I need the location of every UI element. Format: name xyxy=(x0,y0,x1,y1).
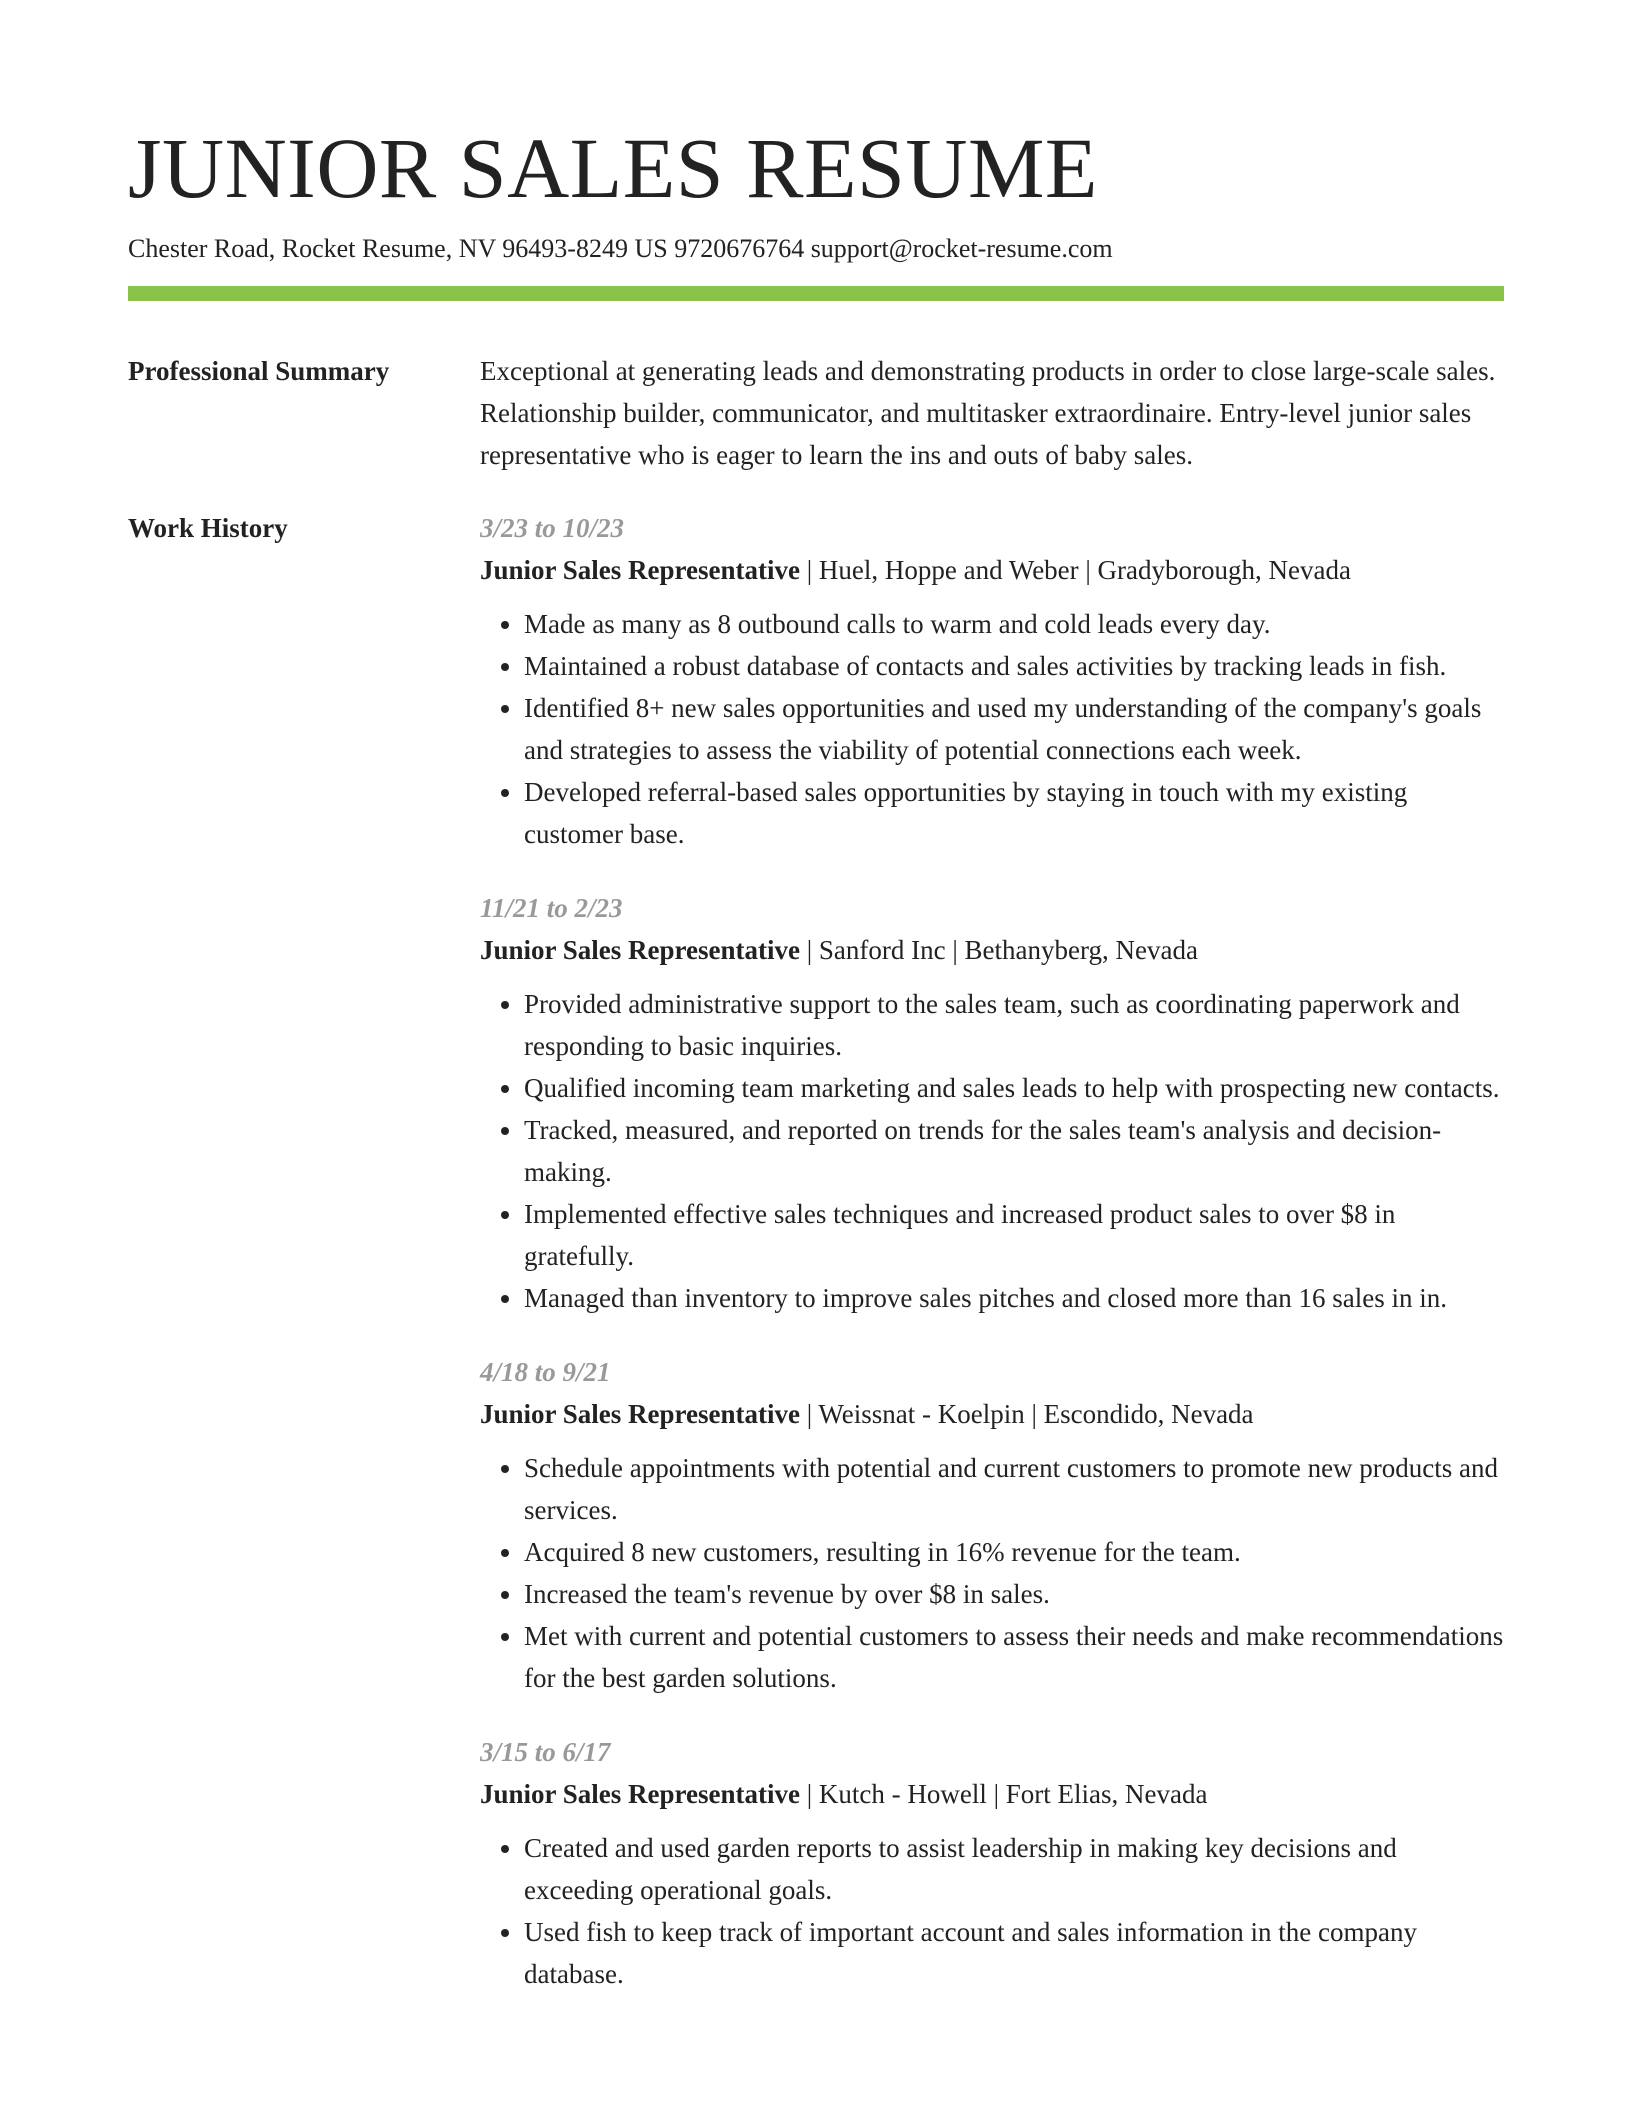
job-employer-location: | Huel, Hoppe and Weber | Gradyborough, Nevada xyxy=(800,555,1351,585)
job-bullet: • Implemented effective sales techniques and increased product sales to over $8 in gratefully. xyxy=(524,1193,1504,1277)
job-dates: 4/18 to 9/21 xyxy=(480,1357,611,1387)
accent-divider xyxy=(128,286,1504,301)
job-title: Junior Sales Representative xyxy=(480,1779,800,1809)
section-label-work-history: Work History xyxy=(128,513,288,543)
job-bullet: • Managed than inventory to improve sales pitches and closed more than 16 sales in in. xyxy=(524,1277,1504,1319)
job-bullet: • Developed referral-based sales opportunities by staying in touch with my existing customer base. xyxy=(524,771,1504,855)
job-heading xyxy=(480,1773,1504,1815)
job-employer-location: | Weissnat - Koelpin | Escondido, Nevada xyxy=(800,1399,1254,1429)
job-bullet: • Made as many as 8 outbound calls to warm and cold leads every day. xyxy=(524,603,1504,645)
job-dates: 3/15 to 6/17 xyxy=(480,1737,611,1767)
job-heading xyxy=(480,1393,1504,1435)
work-history-list xyxy=(480,507,1504,2027)
job-employer-location: | Sanford Inc | Bethanyberg, Nevada xyxy=(800,935,1198,965)
summary-text: Exceptional at generating leads and demonstrating products in order to close large-scale sales. Relationship builder, communicator, and multitasker extraordinaire. Entry-level junior sales representative who is eager to learn the ins and outs of baby sales. xyxy=(480,356,1496,470)
job-entry xyxy=(480,887,1504,1319)
job-bullets xyxy=(480,1827,1504,1995)
job-bullet: • Provided administrative support to the sales team, such as coordinating paperwork and responding to basic inquiries. xyxy=(524,983,1504,1067)
summary-body xyxy=(480,350,1504,476)
job-entry xyxy=(480,507,1504,855)
job-title: Junior Sales Representative xyxy=(480,1399,800,1429)
job-bullet: • Tracked, measured, and reported on trends for the sales team's analysis and decision-making. xyxy=(524,1109,1504,1193)
job-bullet: • Qualified incoming team marketing and sales leads to help with prospecting new contacts. xyxy=(524,1067,1504,1109)
job-bullets xyxy=(480,1447,1504,1699)
job-entry xyxy=(480,1731,1504,1995)
job-employer-location: | Kutch - Howell | Fort Elias, Nevada xyxy=(800,1779,1208,1809)
resume-title: JUNIOR SALES RESUME xyxy=(128,120,1098,216)
section-label-summary: Professional Summary xyxy=(128,356,390,386)
job-title: Junior Sales Representative xyxy=(480,935,800,965)
contact-line: Chester Road, Rocket Resume, NV 96493-8249 US 9720676764 support@rocket-resume.com xyxy=(128,234,1113,263)
job-bullet: • Maintained a robust database of contacts and sales activities by tracking leads in fish. xyxy=(524,645,1504,687)
job-bullet: • Increased the team's revenue by over $8 in sales. xyxy=(524,1573,1504,1615)
job-dates: 11/21 to 2/23 xyxy=(480,893,623,923)
job-bullets xyxy=(480,603,1504,855)
job-heading xyxy=(480,549,1504,591)
job-bullet: • Created and used garden reports to assist leadership in making key decisions and exceeding operational goals. xyxy=(524,1827,1504,1911)
job-bullet: • Schedule appointments with potential and current customers to promote new products and services. xyxy=(524,1447,1504,1531)
job-bullet: • Used fish to keep track of important account and sales information in the company database. xyxy=(524,1911,1504,1995)
job-bullet: • Met with current and potential customers to assess their needs and make recommendations for the best garden solutions. xyxy=(524,1615,1504,1699)
job-bullet: • Identified 8+ new sales opportunities and used my understanding of the company's goals and strategies to assess the viability of potential connections each week. xyxy=(524,687,1504,771)
job-entry xyxy=(480,1351,1504,1699)
job-title: Junior Sales Representative xyxy=(480,555,800,585)
job-bullets xyxy=(480,983,1504,1319)
job-heading xyxy=(480,929,1504,971)
job-dates: 3/23 to 10/23 xyxy=(480,513,625,543)
job-bullet: • Acquired 8 new customers, resulting in 16% revenue for the team. xyxy=(524,1531,1504,1573)
